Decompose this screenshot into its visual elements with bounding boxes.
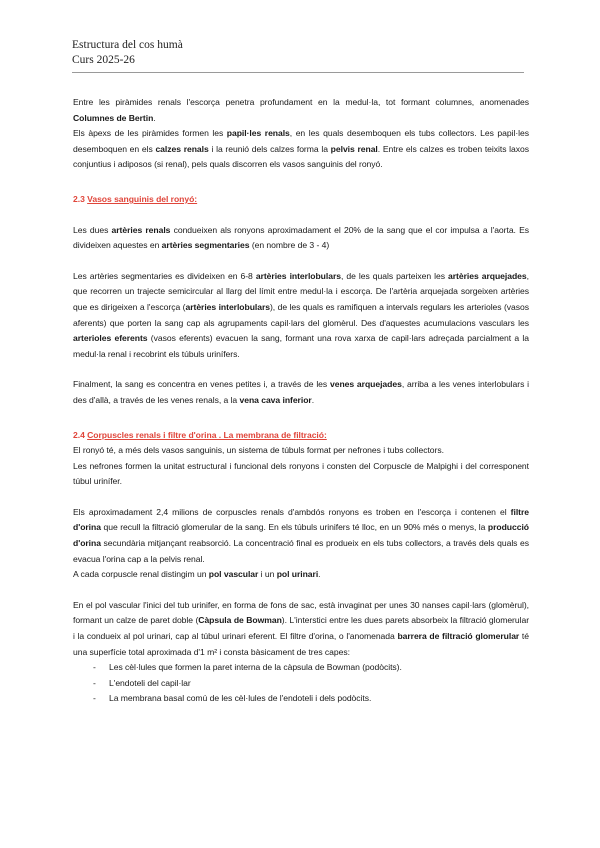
paragraph-nephrons: Les nefrones formen la unitat estructural i funcional dels ronyons i consten del Corpuscle de Malpighi i del corresponent túbul urinífer. <box>73 460 529 487</box>
term-calzes-renals: calzes renals <box>155 143 209 154</box>
term-pelvis-renal: pelvis renal <box>330 143 378 154</box>
list-item: - Les cèl·lules que formen la paret interna de la càpsula de Bowman (podòcits). <box>93 660 529 676</box>
filtration-layers-list <box>73 660 529 707</box>
paragraph-urine-filter: Els aproximadament 2,4 milions de corpuscles renals d'ambdós ronyons es troben en l'escorça i contenen el filtre d'orina que recull la filtració glomerular de la sang. En els túbuls urinifers té lloc, en un 90% més o menys, la producció d'orina secundària mitjançant reabsorció. La concentració final es produeix en els tubs collectors, a través dels quals es evacua l'orina cap a la pelvis renal. <box>73 506 529 564</box>
term-barrera-filtracio: barrera de filtració glomerular <box>397 631 520 642</box>
term-arteries-interlobulars: artèries interlobulars <box>255 270 341 281</box>
document-title: Estructura del cos humà <box>72 39 183 51</box>
term-arteries-segmentaries: artèries segmentaries <box>161 240 250 251</box>
course-label: Curs 2025-26 <box>72 54 135 66</box>
document-body <box>73 95 529 707</box>
page-header <box>72 38 183 68</box>
paragraph-bowman-capsule: En el pol vascular l'inici del tub urinifer, en forma de fons de sac, està invaginat per unes 30 nanses capil·lars (glomèrul), formant un calze de paret doble (Càpsula de Bowman). L'interstici entre les dues parets absorbeix la filtració glomerular i la condueix al pol urinari, cap al túbul urinari eferent. El filtre d'orina, o l'anomenada barrera de filtració glomerular té una superfície total aproximada d'1 m² i consta bàsicament de tres capes: <box>73 599 530 657</box>
term-arteries-arquejades: artèries arquejades <box>448 270 527 281</box>
paragraph-venous-return: Finalment, la sang es concentra en venes petites i, a través de les venes arquejades, arriba a les venes interlobulars i des d'allà, a través de les venes renals, a la vena cava inferior. <box>73 379 529 405</box>
term-arteries-interlobulars-2: artèries interlobulars <box>185 301 270 312</box>
term-papil-les-renals: papil·les renals <box>226 128 290 139</box>
term-produccio-orina: producció d'orina <box>73 522 529 549</box>
term-capsula-bowman: Càpsula de Bowman <box>198 615 282 626</box>
term-arteries-renals: artèries renals <box>111 224 171 235</box>
term-venes-arquejades: venes arquejades <box>329 379 402 390</box>
section-heading-vasos-sanguinis: 2.3 Vasos sanguinis del ronyó: <box>73 193 198 204</box>
paragraph-tubule-system: El ronyó té, a més dels vasos sanguinis, un sistema de túbuls format per nefrones i tubs collectors. <box>73 445 444 456</box>
section-heading-corpuscles-renals: 2.4 Corpuscles renals i filtre d'orina . La membrana de filtració: <box>73 429 327 440</box>
list-item: - L'endoteli del capil·lar <box>93 676 529 692</box>
paragraph-segmental-arteries: Les artèries segmentaries es divideixen en 6-8 artèries interlobulars, de les quals parteixen les artèries arquejades, que recorren un trajecte semicircular al llarg del límit entre medul·la i escorça. De l'artèria arquejada sorgeixen artèries que es dirigeixen a l'escorça (artèries interlobulars), de les quals es ramifiquen a intervals regulars les arterioles (vasos aferents) que porten la sang cap als agrupaments capil·lars del glomèrul. Des d'aquestes acumulacions vasculars les arterioles eferents (vasos eferents) evacuen la sang, formant una rova xarxa de capil·lars adreçada parcialment a la medul·la renal i recobrint els túbuls urinífers. <box>73 270 529 359</box>
list-item: - La membrana basal comú de les cèl·lules de l'endoteli i dels podòcits. <box>93 691 529 707</box>
term-columnes-bertin: Columnes de Bertin <box>73 112 154 123</box>
paragraph-renal-arteries: Les dues artèries renals condueixen als ronyons aproximadament el 20% de la sang que el cor impulsa a l'aorta. Es divideixen aquestes en artèries segmentaries (en nombre de 3 - 4) <box>73 224 529 251</box>
term-arterioles-eferents: arterioles eferents <box>73 333 148 344</box>
term-vena-cava-inferior: vena cava inferior <box>239 394 312 405</box>
paragraph-renal-papillae: Els àpexs de les piràmides formen les papil·les renals, en les quals desemboquen els tubs collectors. Les papil·les desemboquen en els calzes renals i la reunió dels calzes forma la pelvis renal. Entre els calzes es troben teixits laxos conjuntius i adiposos (si renal), pels quals discorren els vasos sanguinis del ronyó. <box>73 128 529 170</box>
paragraph-bertin-columns: Entre les piràmides renals l'escorça penetra profundament en la medul·la, tot formant columnes, anomenades Columnes de Bertin. <box>73 97 529 123</box>
paragraph-poles: A cada corpuscle renal distingim un pol vascular i un pol urinari. <box>73 569 321 580</box>
term-pol-urinari: pol urinari <box>276 569 319 580</box>
term-pol-vascular: pol vascular <box>208 569 259 580</box>
header-divider <box>72 72 524 73</box>
term-filtre-orina: filtre d'orina <box>73 506 529 533</box>
